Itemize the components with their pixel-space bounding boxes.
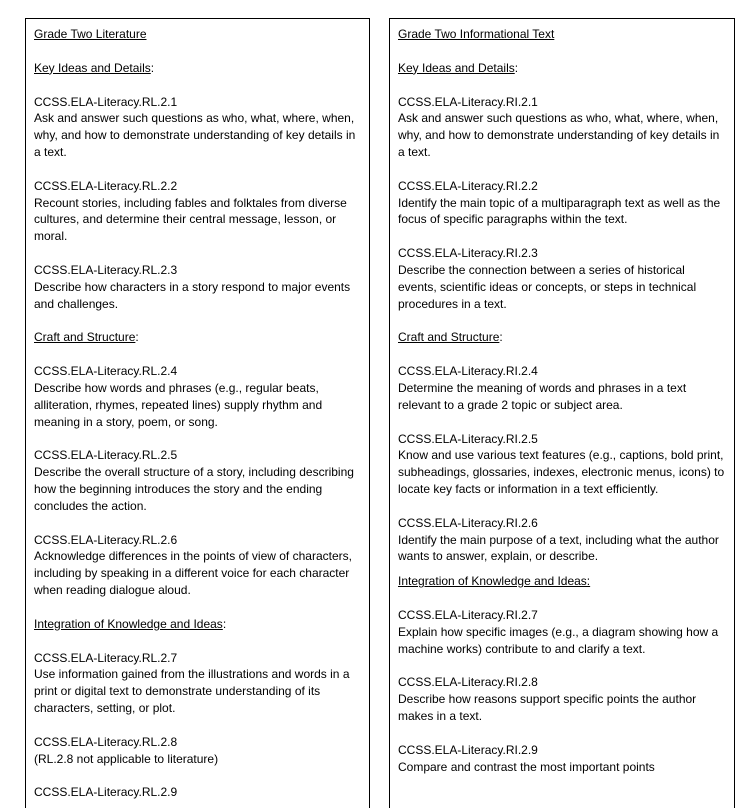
section-heading: Key Ideas and Details: xyxy=(34,60,155,75)
standard-text: Know and use various text features (e.g., captions, bold print, subheadings, glossaries, indexes, electronic menus, icons) to locate key facts or information in a text efficiently. xyxy=(398,448,725,496)
standard-text: Describe how words and phrases (e.g., regular beats, alliteration, rhymes, repeated lines) supply rhythm and meaning in a story, poem, or song. xyxy=(34,380,323,429)
standard-item xyxy=(34,784,361,801)
column-title: Grade Two Literature xyxy=(34,27,147,41)
standard-item xyxy=(34,734,361,768)
standard-code: CCSS.ELA-Literacy.RL.2.8 xyxy=(34,734,178,749)
standard-item xyxy=(34,94,361,161)
standard-text: Acknowledge differences in the points of view of characters, including by speaking in a different voice for each character when reading dialogue aloud. xyxy=(34,549,352,597)
standard-item xyxy=(34,178,361,245)
standard-text: Describe how characters in a story respond to major events and challenges. xyxy=(34,279,351,311)
standard-text: Identify the main purpose of a text, including what the author wants to answer, explain, or describe. xyxy=(398,532,719,564)
standard-code: CCSS.ELA-Literacy.RI.2.2 xyxy=(398,178,538,193)
standard-item xyxy=(398,742,726,776)
standard-code: CCSS.ELA-Literacy.RI.2.9 xyxy=(398,742,538,757)
standard-item xyxy=(398,607,726,657)
standard-item xyxy=(398,245,726,312)
section-heading: Craft and Structure: xyxy=(34,330,139,345)
standard-code: CCSS.ELA-Literacy.RL.2.1 xyxy=(34,94,178,109)
standard-code: CCSS.ELA-Literacy.RL.2.2 xyxy=(34,178,178,193)
section-heading: Integration of Knowledge and Ideas: xyxy=(398,574,591,589)
standard-code: CCSS.ELA-Literacy.RL.2.7 xyxy=(34,650,178,665)
standard-code: CCSS.ELA-Literacy.RI.2.4 xyxy=(398,364,538,379)
standard-item xyxy=(398,363,726,413)
standard-code: CCSS.ELA-Literacy.RL.2.5 xyxy=(34,448,178,463)
standard-item xyxy=(398,178,726,228)
standard-code: CCSS.ELA-Literacy.RI.2.7 xyxy=(398,607,538,622)
standard-item xyxy=(398,674,726,724)
standard-item xyxy=(34,363,361,430)
standard-code: CCSS.ELA-Literacy.RL.2.3 xyxy=(34,262,178,277)
section-heading: Craft and Structure: xyxy=(398,330,503,345)
section-heading: Integration of Knowledge and Ideas: xyxy=(34,616,227,631)
standard-code: CCSS.ELA-Literacy.RI.2.3 xyxy=(398,246,538,261)
standard-item xyxy=(398,431,726,498)
column-title: Grade Two Informational Text xyxy=(398,27,555,41)
standard-code: CCSS.ELA-Literacy.RL.2.4 xyxy=(34,364,178,379)
informational-text-column xyxy=(389,18,735,808)
standard-text: Identify the main topic of a multiparagraph text as well as the focus of specific paragraphs within the text. xyxy=(398,195,721,227)
standard-text: Ask and answer such questions as who, what, where, when, why, and how to demonstrate understanding of key details in a text. xyxy=(34,111,356,159)
standard-text: (RL.2.8 not applicable to literature) xyxy=(34,751,219,766)
standard-text: Recount stories, including fables and folktales from diverse cultures, and determine their central message, lesson, or moral. xyxy=(34,195,347,244)
standard-code: CCSS.ELA-Literacy.RL.2.6 xyxy=(34,532,178,547)
standard-code: CCSS.ELA-Literacy.RI.2.1 xyxy=(398,94,538,109)
standard-code: CCSS.ELA-Literacy.RL.2.9 xyxy=(34,785,178,800)
standard-code: CCSS.ELA-Literacy.RI.2.5 xyxy=(398,431,538,446)
standard-text: Compare and contrast the most important points xyxy=(398,759,655,774)
standard-text: Ask and answer such questions as who, what, where, when, why, and how to demonstrate understanding of key details in a text. xyxy=(398,111,720,159)
standard-text: Describe the connection between a series of historical events, scientific ideas or concepts, or steps in technical procedures in a text. xyxy=(398,262,697,311)
standard-item xyxy=(398,515,726,565)
standard-item xyxy=(34,532,361,599)
standard-text: Determine the meaning of words and phrases in a text relevant to a grade 2 topic or subject area. xyxy=(398,380,687,412)
standard-code: CCSS.ELA-Literacy.RI.2.6 xyxy=(398,515,538,530)
standard-text: Describe the overall structure of a story, including describing how the beginning introduces the story and the ending concludes the action. xyxy=(34,465,354,513)
section-heading: Key Ideas and Details: xyxy=(398,60,519,75)
standard-text: Explain how specific images (e.g., a diagram showing how a machine works) contribute to and clarify a text. xyxy=(398,624,719,656)
standard-text: Describe how reasons support specific points the author makes in a text. xyxy=(398,692,697,723)
standard-code: CCSS.ELA-Literacy.RI.2.8 xyxy=(398,675,538,690)
standard-item xyxy=(398,94,726,161)
standard-item xyxy=(34,262,361,312)
standard-item xyxy=(34,447,361,514)
literature-column xyxy=(25,18,370,808)
standard-item xyxy=(34,650,361,717)
standard-text: Use information gained from the illustrations and words in a print or digital text to demonstrate understanding of its characters, setting, or plot. xyxy=(34,667,350,715)
